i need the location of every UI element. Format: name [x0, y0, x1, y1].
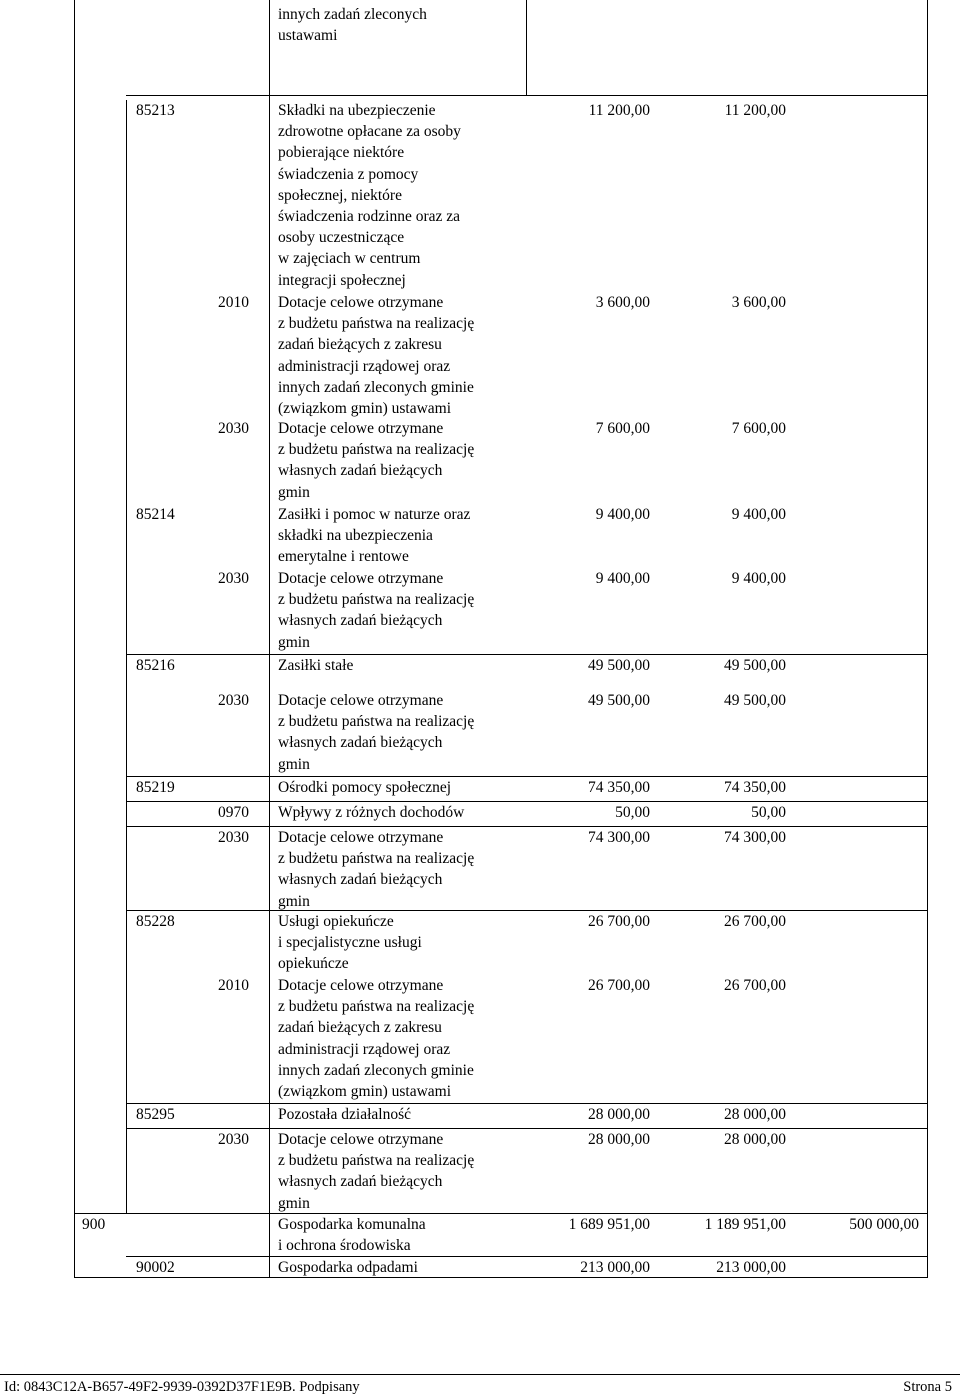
row-divider: [126, 654, 928, 655]
plan-amount: 7 600,00: [595, 420, 650, 437]
amount-current: 1 189 951,00: [704, 1216, 786, 1233]
document-id: Id: 0843C12A-B657-49F2-9939-0392D37F1E9B. Podpisany: [4, 1379, 360, 1395]
column-divider: [126, 100, 127, 1214]
rozdzial-cell: 85228: [136, 913, 175, 930]
tresc-cell: Zasiłki stałe: [278, 657, 354, 674]
tresc-cell: Usługi opiekuńcze i specjalistyczne usługi opiekuńcze: [278, 913, 422, 973]
paragraf-cell: 2030: [218, 692, 249, 709]
rozdzial-cell: 85213: [136, 102, 175, 119]
paragraf-cell: 2030: [218, 420, 249, 437]
column-divider: [269, 0, 270, 1278]
tresc-cell: Pozostała działalność: [278, 1106, 411, 1123]
rozdzial-cell: 85214: [136, 506, 175, 523]
paragraf-cell: 2030: [218, 1131, 249, 1148]
tresc-cell: Ośrodki pomocy społecznej: [278, 779, 452, 796]
amount-current: 50,00: [751, 804, 786, 821]
plan-amount: 1 689 951,00: [568, 1216, 650, 1233]
dzial-cell: 900: [82, 1216, 106, 1233]
paragraf-cell: 2030: [218, 570, 249, 587]
amount-current: 9 400,00: [731, 570, 786, 587]
tresc-cell: Dotacje celowe otrzymane z budżetu państwa na realizację własnych zadań bieżących gmin: [278, 692, 475, 773]
tresc-cell: Składki na ubezpieczenie zdrowotne opłacane za osoby pobierające niektóre świadczenia z pomocy społecznej, niektóre świadczenia rodzinne oraz za osoby uczestniczące w zajęciach w centrum integracji społecznej: [278, 102, 461, 289]
amount-current: 213 000,00: [716, 1259, 786, 1276]
amount-current: 28 000,00: [724, 1106, 786, 1123]
page-footer: [0, 1374, 960, 1399]
rozdzial-cell: 85216: [136, 657, 175, 674]
tresc-cell: Dotacje celowe otrzymane z budżetu państwa na realizację własnych zadań bieżących gmin: [278, 570, 475, 651]
paragraf-cell: 2010: [218, 977, 249, 994]
tresc-cell: Gospodarka komunalna i ochrona środowiska: [278, 1216, 426, 1255]
plan-amount: 11 200,00: [588, 102, 650, 119]
rozdzial-cell: 90002: [136, 1259, 175, 1276]
plan-amount: 213 000,00: [580, 1259, 650, 1276]
paragraf-cell: 2030: [218, 829, 249, 846]
amount-current: 26 700,00: [724, 913, 786, 930]
amount-current: 9 400,00: [731, 506, 786, 523]
tresc-cell: Dotacje celowe otrzymane z budżetu państwa na realizację własnych zadań bieżących gmin: [278, 829, 475, 910]
plan-amount: 3 600,00: [595, 294, 650, 311]
tresc-cell: innych zadań zleconych ustawami: [278, 6, 427, 45]
plan-amount: 26 700,00: [588, 913, 650, 930]
amount-current: 26 700,00: [724, 977, 786, 994]
tresc-cell: Dotacje celowe otrzymane z budżetu państwa na realizację zadań bieżących z zakresu administracji rządowej oraz innych zadań zleconych gminie (związkom gmin) ustawami: [278, 294, 475, 418]
paragraf-cell: 2010: [218, 294, 249, 311]
amount-current: 28 000,00: [724, 1131, 786, 1148]
plan-amount: 74 350,00: [588, 779, 650, 796]
rozdzial-cell: 85295: [136, 1106, 175, 1123]
page-number: Strona 5: [903, 1379, 952, 1395]
amount-current: 11 200,00: [724, 102, 786, 119]
plan-amount: 49 500,00: [588, 657, 650, 674]
plan-amount: 49 500,00: [588, 692, 650, 709]
row-divider: [126, 95, 928, 96]
rozdzial-cell: 85219: [136, 779, 175, 796]
plan-amount: 26 700,00: [588, 977, 650, 994]
tresc-cell: Dotacje celowe otrzymane z budżetu państwa na realizację własnych zadań bieżących gmin: [278, 1131, 475, 1212]
plan-amount: 50,00: [615, 804, 650, 821]
tresc-cell: Dotacje celowe otrzymane z budżetu państwa na realizację własnych zadań bieżących gmin: [278, 420, 475, 501]
amount-current: 49 500,00: [724, 657, 786, 674]
amount-current: 74 300,00: [724, 829, 786, 846]
row-divider: [74, 1213, 928, 1214]
tresc-cell: Zasiłki i pomoc w naturze oraz składki na ubezpieczenia emerytalne i rentowe: [278, 506, 471, 566]
amount-current: 49 500,00: [724, 692, 786, 709]
plan-amount: 28 000,00: [588, 1106, 650, 1123]
amount-current: 3 600,00: [731, 294, 786, 311]
tresc-cell: Gospodarka odpadami: [278, 1259, 418, 1276]
paragraf-cell: 0970: [218, 804, 249, 821]
plan-amount: 9 400,00: [595, 570, 650, 587]
plan-amount: 9 400,00: [595, 506, 650, 523]
amount-property: 500 000,00: [849, 1216, 919, 1233]
tresc-cell: Dotacje celowe otrzymane z budżetu państwa na realizację zadań bieżących z zakresu administracji rządowej oraz innych zadań zleconych gminie (związkom gmin) ustawami: [278, 977, 475, 1101]
plan-amount: 74 300,00: [588, 829, 650, 846]
tresc-cell: Wpływy z różnych dochodów: [278, 804, 465, 821]
amount-current: 74 350,00: [724, 779, 786, 796]
amount-current: 7 600,00: [731, 420, 786, 437]
plan-amount: 28 000,00: [588, 1131, 650, 1148]
